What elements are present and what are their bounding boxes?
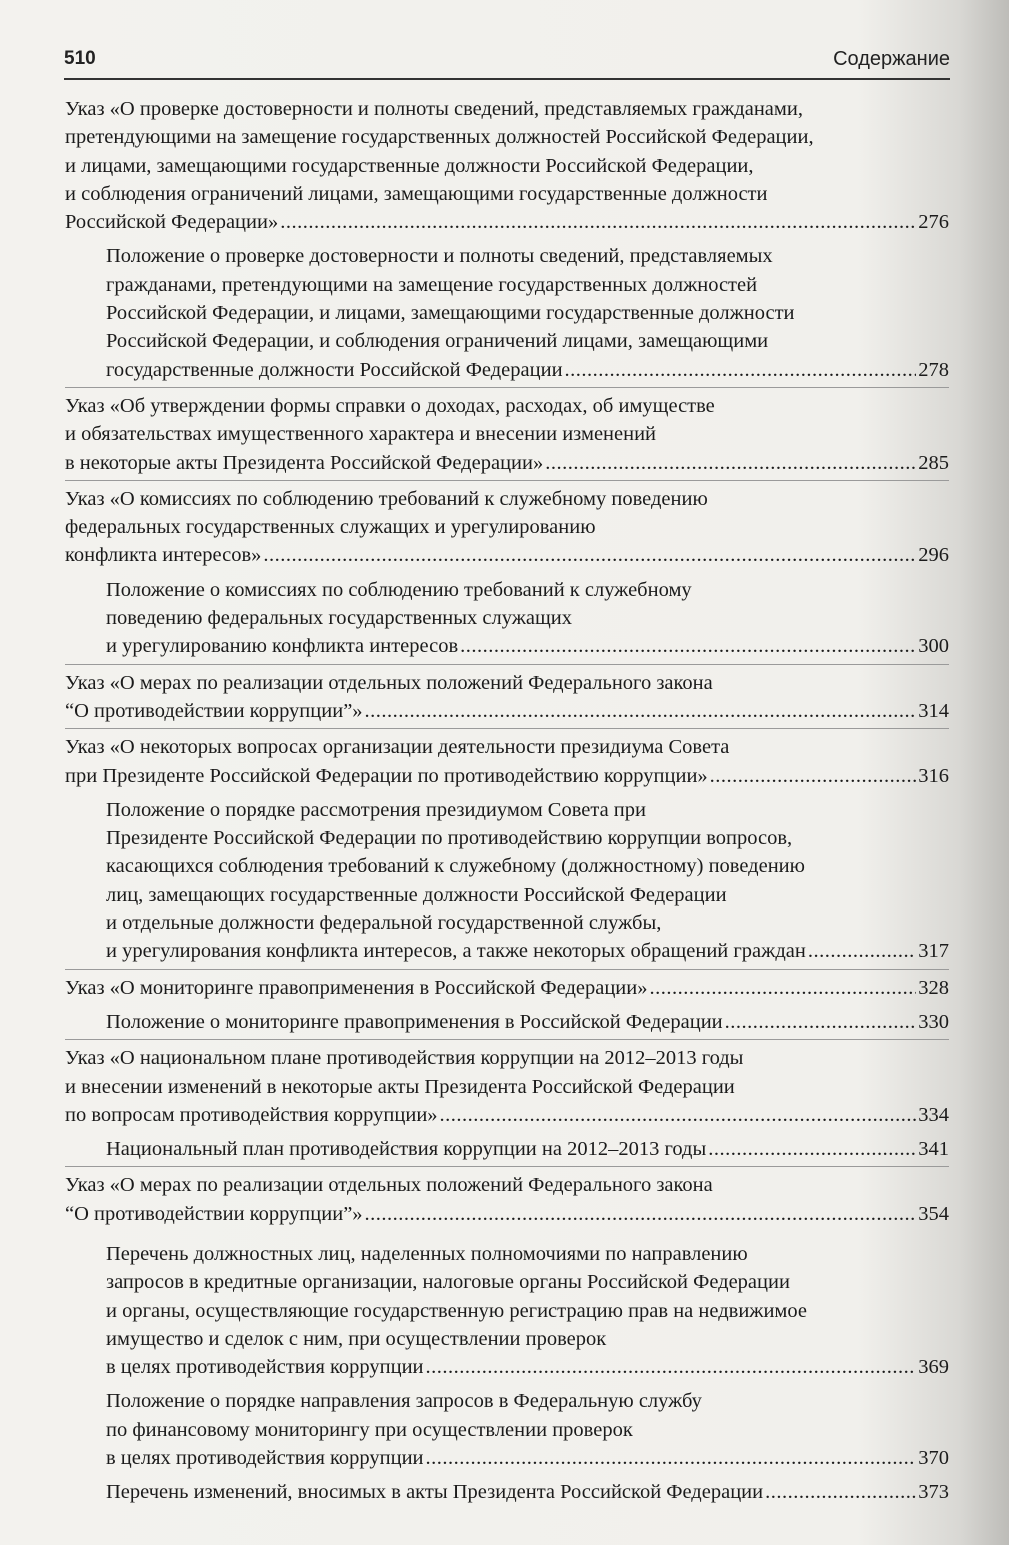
dot-leader <box>263 541 916 569</box>
toc-entry <box>65 1129 949 1163</box>
entry-line: претендующими на замещение государственных должностей Российской Федерации, <box>65 126 814 149</box>
dot-leader <box>710 762 917 790</box>
dot-leader <box>808 937 916 965</box>
entry-line: Указ «О комиссиях по соблюдению требований к служебному поведению <box>65 487 708 510</box>
entry-line: Российской Федерации, и лицами, замещающими государственные должности <box>106 302 795 325</box>
entry-line: Перечень должностных лиц, наделенных полномочиями по направлению <box>106 1242 748 1265</box>
entry-line: Указ «О национальном плане противодействия коррупции на 2012–2013 годы <box>65 1047 744 1070</box>
entry-line: запросов в кредитные организации, налоговые органы Российской Федерации <box>106 1271 790 1294</box>
toc-entry <box>65 480 949 570</box>
entry-page: 330 <box>918 1010 949 1033</box>
running-title: Содержание <box>833 48 950 70</box>
entry-line: лиц, замещающих государственные должности Российской Федерации <box>106 883 727 906</box>
entry-line: при Президенте Российской Федерации по противодействию коррупции» <box>65 764 708 787</box>
toc-entry <box>65 95 949 236</box>
dot-leader <box>708 1135 916 1163</box>
entry-line: Перечень изменений, вносимых в акты Президента Российской Федерации <box>106 1481 764 1504</box>
entry-line: и органы, осуществляющие государственную регистрацию прав на недвижимое <box>106 1299 807 1322</box>
toc-entry <box>65 728 949 790</box>
toc-entry <box>65 1472 949 1506</box>
entry-line: федеральных государственных служащих и урегулированию <box>65 516 596 539</box>
entry-page: 317 <box>918 940 949 963</box>
toc-entry <box>65 387 949 477</box>
entry-page: 373 <box>918 1481 949 1504</box>
toc-entry <box>65 1381 949 1472</box>
entry-page: 328 <box>918 976 949 999</box>
dot-leader <box>365 697 917 725</box>
entry-line: в целях противодействия коррупции <box>106 1447 424 1470</box>
entry-line: “О противодействии коррупции”» <box>65 1202 363 1225</box>
entry-line: по финансовому мониторингу при осуществлении проверок <box>106 1418 633 1441</box>
toc-entry <box>65 236 949 383</box>
entry-line: в некоторые акты Президента Российской Федерации» <box>65 451 544 474</box>
toc-entry <box>65 1039 949 1129</box>
toc-entry <box>65 969 949 1002</box>
dot-leader <box>649 974 916 1002</box>
toc-entry <box>65 790 949 966</box>
entry-line: Указ «Об утверждении формы справки о доходах, расходах, об имуществе <box>65 394 715 417</box>
entry-line: гражданами, претендующими на замещение государственных должностей <box>106 273 758 296</box>
entry-line: государственные должности Российской Федерации <box>106 358 563 381</box>
entry-line: и соблюдения ограничений лицами, замещающими государственные должности <box>65 182 768 205</box>
entry-page: 354 <box>918 1202 949 1225</box>
entry-line: Положение о порядке рассмотрения президиумом Совета при <box>106 798 646 821</box>
entry-line: касающихся соблюдения требований к служебному (должностному) поведению <box>106 855 805 878</box>
entry-line: поведению федеральных государственных служащих <box>106 607 572 630</box>
entry-page: 334 <box>918 1103 949 1126</box>
toc-entry <box>65 1166 949 1228</box>
entry-page: 285 <box>918 451 949 474</box>
entry-line: и урегулирования конфликта интересов, а также некоторых обращений граждан <box>106 940 806 963</box>
entry-line: Указ «О мерах по реализации отдельных положений Федерального закона <box>65 671 713 694</box>
dot-leader <box>440 1101 917 1129</box>
entry-page: 278 <box>918 358 949 381</box>
entry-line: и внесении изменений в некоторые акты Президента Российской Федерации <box>65 1075 735 1098</box>
toc-entry <box>65 1234 949 1381</box>
entry-line: по вопросам противодействия коррупции» <box>65 1103 438 1126</box>
entry-line: Российской Федерации» <box>65 211 279 234</box>
entry-line: Положение о порядке направления запросов в Федеральную службу <box>106 1390 702 1413</box>
dot-leader <box>426 1353 917 1381</box>
entry-page: 370 <box>918 1447 949 1470</box>
entry-page: 314 <box>918 699 949 722</box>
entry-line: Указ «О некоторых вопросах организации деятельности президиума Совета <box>65 736 730 759</box>
entry-page: 316 <box>918 764 949 787</box>
entry-line: и урегулированию конфликта интересов <box>106 635 459 658</box>
entry-line: Национальный план противодействия коррупции на 2012–2013 годы <box>106 1138 707 1161</box>
entry-line: Российской Федерации, и соблюдения ограничений лицами, замещающими <box>106 330 769 353</box>
entry-line: Положение о мониторинге правоприменения в Российской Федерации <box>106 1010 723 1033</box>
toc-entry <box>65 1002 949 1036</box>
entry-line: Указ «О проверке достоверности и полноты сведений, представляемых гражданами, <box>65 98 803 120</box>
entry-page: 296 <box>918 544 949 567</box>
entry-line: и обязательствах имущественного характера и внесении изменений <box>65 423 657 446</box>
entry-page: 276 <box>918 211 949 234</box>
dot-leader <box>545 449 916 477</box>
entry-line: Положение о комиссиях по соблюдению требований к служебному <box>106 578 692 601</box>
page-header <box>64 44 950 80</box>
dot-leader <box>725 1008 917 1036</box>
entry-line: и отдельные должности федеральной государственной службы, <box>106 912 662 935</box>
dot-leader <box>565 356 917 384</box>
entry-line: Указ «О мониторинге правоприменения в Российской Федерации» <box>65 976 648 999</box>
toc-entry <box>65 570 949 661</box>
entry-line: имущество и сделок с ним, при осуществлении проверок <box>106 1327 607 1350</box>
toc-entry <box>65 664 949 726</box>
entry-line: Президенте Российской Федерации по противодействию коррупции вопросов, <box>106 827 793 850</box>
entry-page: 300 <box>918 635 949 658</box>
dot-leader <box>460 632 916 660</box>
entry-page: 341 <box>918 1138 949 1161</box>
dot-leader <box>426 1444 917 1472</box>
entry-line: конфликта интересов» <box>65 544 262 567</box>
entry-line: в целях противодействия коррупции <box>106 1356 424 1379</box>
entry-page: 369 <box>918 1356 949 1379</box>
entry-line: и лицами, замещающими государственные должности Российской Федерации, <box>65 154 754 177</box>
entry-line: “О противодействии коррупции”» <box>65 699 363 722</box>
table-of-contents <box>65 95 949 1507</box>
dot-leader <box>365 1200 917 1228</box>
entry-line: Положение о проверке достоверности и полноты сведений, представляемых <box>106 245 773 268</box>
entry-line: Указ «О мерах по реализации отдельных положений Федерального закона <box>65 1174 713 1197</box>
page-number: 510 <box>64 48 96 69</box>
dot-leader <box>280 208 916 236</box>
dot-leader <box>765 1478 916 1506</box>
